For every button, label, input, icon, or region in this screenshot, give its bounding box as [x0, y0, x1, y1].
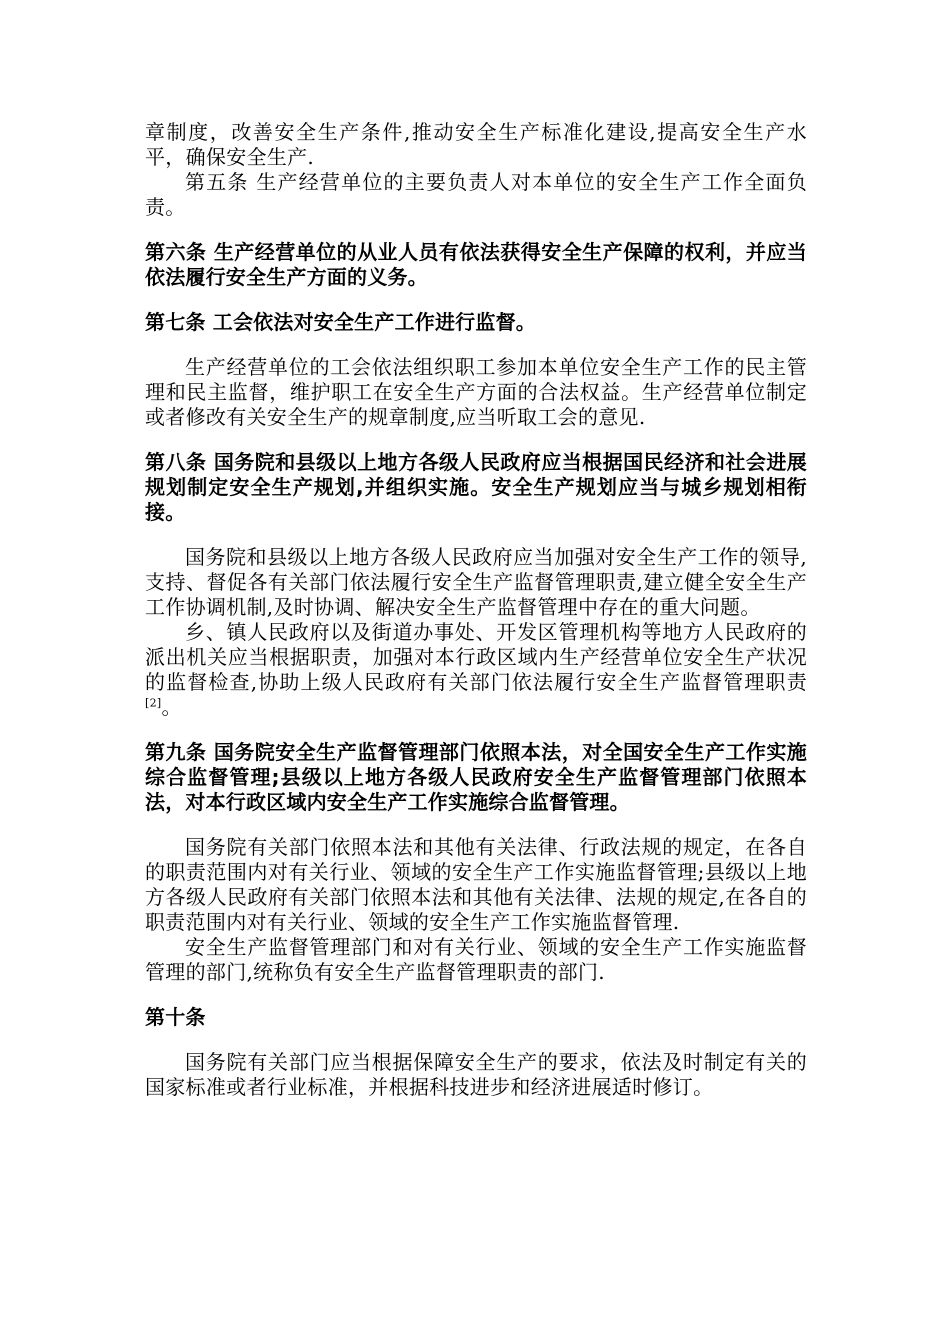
article-5: 第五条 生产经营单位的主要负责人对本单位的安全生产工作全面负责。 — [145, 170, 807, 219]
reference-marker: [2] — [145, 696, 162, 710]
article-8-body-2 — [145, 620, 807, 720]
article-9-heading: 第九条 国务院安全生产监督管理部门依照本法，对全国安全生产工作实施综合监督管理;县级以上地方各级人民政府安全生产监督管理部门依照本法，对本行政区域内安全生产工作实施综合监督管理。 — [145, 740, 807, 814]
article-10-heading: 第十条 — [145, 1005, 206, 1029]
document-page — [145, 120, 807, 1100]
article-9-body-1: 国务院有关部门依照本法和其他有关法律、行政法规的规定，在各自的职责范围内对有关行业、领域的安全生产工作实施监督管理;县级以上地方各级人民政府有关部门依照本法和其他有关法律、法规的规定,在各自的职责范围内对有关行业、领域的安全生产工作实施监督管理. — [145, 835, 807, 934]
article-8-body-1: 国务院和县级以上地方各级人民政府应当加强对安全生产工作的领导,支持、督促各有关部门依法履行安全生产监督管理职责,建立健全安全生产工作协调机制,及时协调、解决安全生产监督管理中存在的重大问题。 — [145, 545, 807, 619]
article-6-heading: 第六条 生产经营单位的从业人员有依法获得安全生产保障的权利，并应当依法履行安全生产方面的义务。 — [145, 240, 807, 289]
article-8-body-2-text: 乡、镇人民政府以及街道办事处、开发区管理机构等地方人民政府的派出机关应当根据职责，加强对本行政区域内生产经营单位安全生产状况的监督检查,协助上级人民政府有关部门依法履行安全生产监督管理职责 — [145, 620, 807, 694]
paragraph-continued: 章制度，改善安全生产条件,推动安全生产标准化建设,提高安全生产水平，确保安全生产. — [145, 120, 807, 169]
article-7-heading: 第七条 工会依法对安全生产工作进行监督。 — [145, 310, 536, 334]
article-7-body: 生产经营单位的工会依法组织职工参加本单位安全生产工作的民主管理和民主监督，维护职工在安全生产方面的合法权益。生产经营单位制定或者修改有关安全生产的规章制度,应当听取工会的意见. — [145, 355, 807, 429]
article-9-body-2: 安全生产监督管理部门和对有关行业、领域的安全生产工作实施监督管理的部门,统称负有安全生产监督管理职责的部门. — [145, 935, 807, 984]
article-8-heading: 第八条 国务院和县级以上地方各级人民政府应当根据国民经济和社会进展规划制定安全生产规划,并组织实施。安全生产规划应当与城乡规划相衔接。 — [145, 450, 807, 524]
article-8-body-2-end: 。 — [161, 695, 182, 719]
article-10-body: 国务院有关部门应当根据保障安全生产的要求，依法及时制定有关的国家标准或者行业标准，并根据科技进步和经济进展适时修订。 — [145, 1050, 807, 1099]
